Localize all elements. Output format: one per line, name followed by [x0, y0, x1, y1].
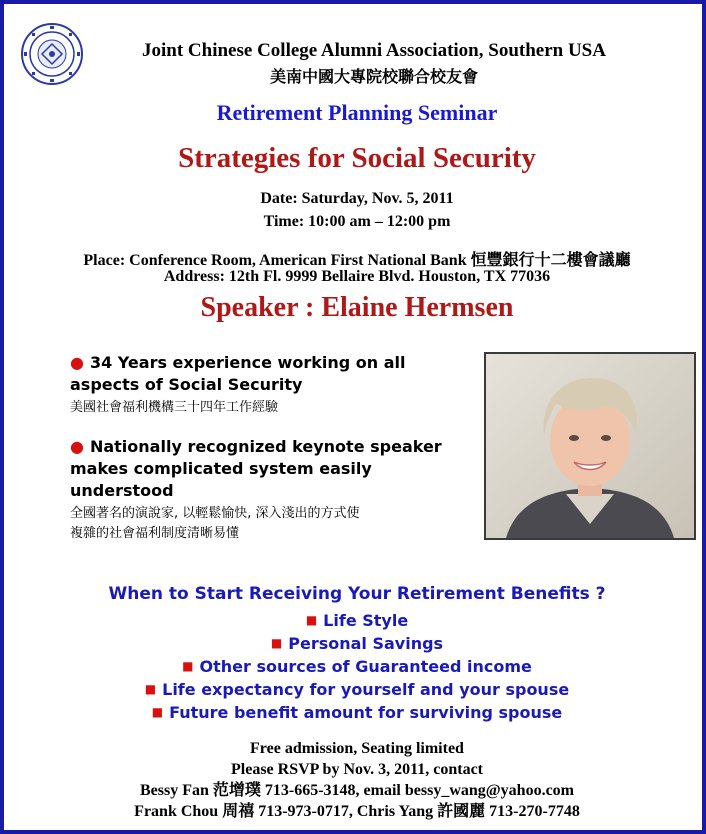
highlight-text: aspects of Social Security — [70, 375, 303, 394]
square-bullet-icon: ■ — [144, 682, 157, 696]
speaker-name: Speaker : Elaine Hermsen — [200, 292, 514, 323]
list-item: ■ Other sources of Guaranteed income — [182, 657, 532, 676]
rsvp-contact-block — [4, 738, 706, 822]
highlight-text: makes complicated system easily — [70, 459, 372, 478]
list-item: ■ Life expectancy for yourself and your spouse — [144, 680, 570, 699]
topic-list — [4, 609, 706, 724]
list-item: ■ Personal Savings — [270, 634, 444, 653]
highlight-item — [70, 436, 470, 544]
square-bullet-icon: ■ — [305, 613, 318, 627]
highlight-text-chinese: 全國著名的演說家, 以輕鬆愉快, 深入淺出的方式使 — [70, 506, 360, 521]
bullet-dot-icon: ● — [70, 437, 84, 456]
benefits-question: When to Start Receiving Your Retirement Benefits ? — [108, 584, 606, 604]
rsvp-line: Please RSVP by Nov. 3, 2011, contact — [231, 761, 483, 778]
address-line: Address: 12th Fl. 9999 Bellaire Blvd. Houston, TX 77036 — [163, 268, 551, 285]
speaker-photo — [484, 352, 696, 540]
association-name-english: Joint Chinese College Alumni Association, Southern USA — [142, 40, 606, 61]
highlight-text: understood — [70, 481, 174, 500]
list-item: ■ Life Style — [305, 611, 409, 630]
admission-line: Free admission, Seating limited — [250, 740, 464, 757]
time-line: Time: 10:00 am – 12:00 pm — [263, 213, 451, 230]
association-seal-logo — [20, 22, 84, 86]
seminar-subtitle: Strategies for Social Security — [178, 142, 536, 174]
speaker-highlights — [70, 352, 470, 558]
speaker-portrait-icon — [486, 354, 694, 538]
contact-line: Bessy Fan 范增璞 713-665-3148, email bessy_wang@yahoo.com — [140, 782, 574, 799]
place-line: Place: Conference Room, American First National Bank 恒豐銀行十二樓會議廳 — [83, 252, 631, 269]
highlight-text-chinese: 複雜的社會福利制度清晰易懂 — [70, 526, 240, 541]
date-line: Date: Saturday, Nov. 5, 2011 — [260, 190, 454, 207]
highlight-text: Nationally recognized keynote speaker — [89, 437, 442, 456]
highlight-item — [70, 352, 470, 418]
highlight-text: 34 Years experience working on all — [89, 353, 406, 372]
association-name-chinese: 美南中國大專院校聯合校友會 — [269, 69, 478, 86]
square-bullet-icon: ■ — [182, 659, 194, 673]
square-bullet-icon: ■ — [270, 636, 283, 650]
seminar-title: Retirement Planning Seminar — [216, 100, 498, 125]
contact-line: Frank Chou 周禧 713-973-0717, Chris Yang 許國麗 713-270-7748 — [134, 803, 580, 820]
highlight-text-chinese: 美國社會福利機構三十四年工作經驗 — [70, 400, 279, 415]
square-bullet-icon: ■ — [151, 705, 164, 719]
list-item: ■ Future benefit amount for surviving spouse — [151, 703, 563, 722]
bullet-dot-icon: ● — [70, 353, 84, 372]
